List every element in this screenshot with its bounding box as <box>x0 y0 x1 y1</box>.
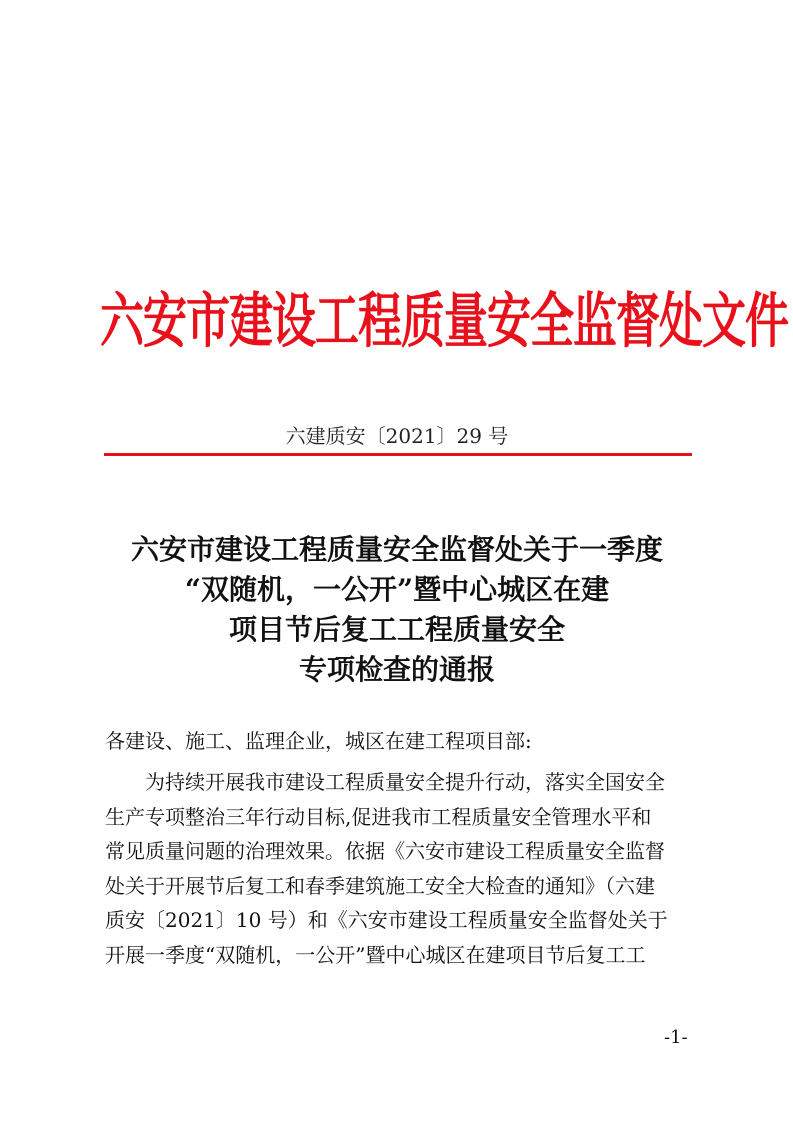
title-line: 六安市建设工程质量安全监督处关于一季度 <box>130 533 663 566</box>
salutation: 各建设、施工、监理企业，城区在建工程项目部: <box>105 729 532 753</box>
body-line: 质安〔2021〕10 号）和《六安市建设工程质量安全监督处关于 <box>105 908 668 932</box>
title-line: 专项检查的通报 <box>298 653 495 686</box>
issuer-header: 六安市建设工程质量安全监督处文件 <box>100 287 788 357</box>
body-line: 常见质量问题的治理效果。依据《六安市建设工程质量安全监督 <box>105 839 665 863</box>
document-title <box>90 530 704 690</box>
body-line: 生产专项整治三年行动目标,促进我市工程质量安全管理水平和 <box>105 804 652 829</box>
body-line: 处关于开展节后复工和春季建筑施工安全大检查的通知》（六建 <box>105 873 655 898</box>
red-divider-line <box>104 453 692 456</box>
body-paragraph <box>105 765 695 972</box>
document-number: 六建质安〔2021〕29 号 <box>285 424 509 448</box>
title-line: “双随机，一公开”暨中心城区在建 <box>184 573 610 606</box>
body-line: 为持续开展我市建设工程质量安全提升行动，落实全国安全 <box>145 770 665 794</box>
title-line: 项目节后复工工程质量安全 <box>228 613 565 646</box>
page-number: -1- <box>664 1027 688 1048</box>
body-line: 开展一季度“双随机，一公开”暨中心城区在建项目节后复工工 <box>105 942 646 967</box>
